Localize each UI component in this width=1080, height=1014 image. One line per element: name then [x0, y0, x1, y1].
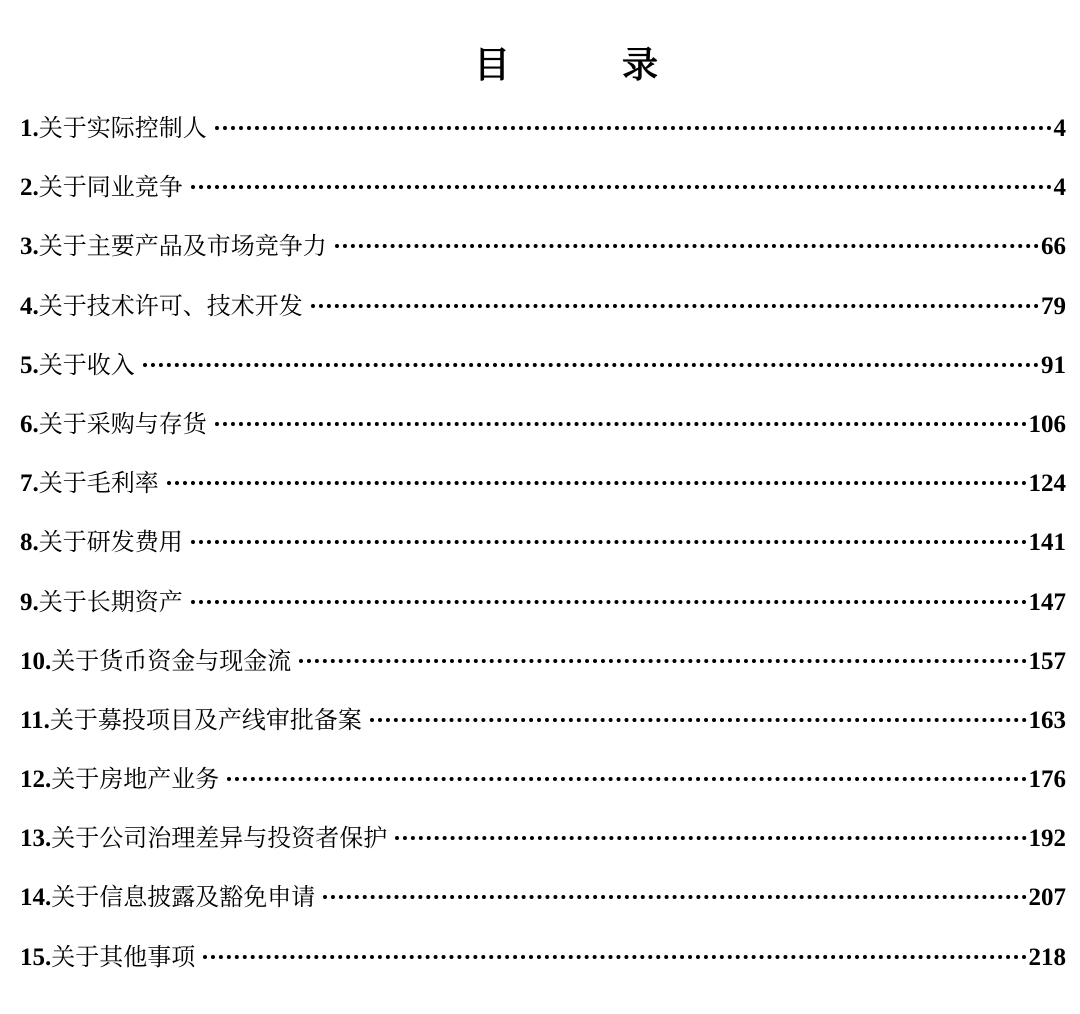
toc-entry-number: 15. [20, 943, 52, 971]
toc-entry-number: 4. [20, 292, 39, 320]
toc-entry-page: 4 [1053, 174, 1066, 202]
toc-entry[interactable] [20, 631, 1066, 690]
toc-entry-text: 关于其他事项 [51, 942, 196, 971]
toc-entry[interactable] [20, 98, 1066, 157]
toc-entry-page: 176 [1028, 766, 1066, 794]
toc-dot-leader [143, 363, 1039, 367]
toc-entry-page: 79 [1041, 292, 1066, 320]
toc-entry[interactable] [20, 808, 1066, 867]
toc-dot-leader [215, 422, 1027, 426]
toc-entry[interactable] [20, 157, 1066, 216]
toc-dot-leader [203, 955, 1026, 959]
toc-entry-text: 关于实际控制人 [38, 114, 207, 142]
toc-dot-leader [191, 600, 1027, 604]
toc-dot-leader [323, 895, 1026, 899]
toc-dot-leader [335, 244, 1039, 248]
toc-entry-text: 关于房地产业务 [51, 765, 220, 794]
toc-entry-page: 157 [1028, 647, 1066, 675]
toc-entry[interactable] [20, 394, 1066, 453]
toc-entry-page: 207 [1028, 884, 1066, 912]
toc-entry-text: 关于募投项目及产线审批备案 [49, 705, 362, 734]
toc-entry-page: 218 [1028, 943, 1066, 971]
toc-entry[interactable] [20, 216, 1066, 275]
toc-entry-page: 147 [1028, 588, 1066, 616]
toc-entry-page: 141 [1028, 529, 1066, 557]
toc-entry-page: 163 [1028, 706, 1066, 734]
toc-dot-leader [370, 718, 1027, 722]
toc-entry-label [20, 335, 135, 395]
toc-dot-leader [395, 836, 1026, 840]
toc-dot-leader [215, 126, 1052, 130]
toc-entry-text: 关于主要产品及市场竞争力 [38, 232, 327, 261]
toc-entry-page: 192 [1028, 825, 1066, 853]
toc-entry-text: 关于毛利率 [38, 469, 159, 498]
toc-entry-number: 10. [20, 647, 52, 675]
toc-entry-label [20, 216, 327, 276]
toc-entry[interactable] [20, 453, 1066, 512]
toc-entry-text: 关于研发费用 [38, 528, 183, 557]
toc-entry-page: 106 [1028, 410, 1066, 438]
toc-entry-text: 关于同业竞争 [38, 173, 183, 202]
toc-entry-text: 关于采购与存货 [38, 409, 207, 438]
toc-entry-number: 12. [20, 766, 52, 794]
toc-entry-number: 3. [20, 233, 39, 261]
toc-entry[interactable] [20, 749, 1066, 808]
toc-entry-number: 11. [20, 706, 50, 734]
toc-dot-leader [299, 659, 1026, 663]
toc-title: 目 录 [473, 45, 696, 86]
toc-entry-label [20, 690, 362, 750]
toc-entry-label [20, 867, 315, 927]
toc-entry-number: 6. [20, 410, 39, 438]
toc-entry-label [20, 453, 159, 513]
toc-entry-number: 7. [20, 470, 39, 498]
toc-entry-number: 14. [20, 884, 52, 912]
toc-entry-number: 2. [20, 174, 39, 202]
toc-entry-label [20, 631, 291, 691]
toc-dot-leader [227, 777, 1026, 781]
toc-dot-leader [191, 540, 1027, 544]
toc-entry-text: 关于收入 [38, 350, 135, 379]
toc-entry-text: 关于货币资金与现金流 [51, 646, 292, 675]
toc-dot-leader [311, 304, 1039, 308]
toc-entry[interactable] [20, 927, 1066, 986]
toc-entry[interactable] [20, 276, 1066, 335]
toc-entry-page: 66 [1041, 233, 1066, 261]
toc-entry-label [20, 157, 183, 217]
toc-entry[interactable] [20, 867, 1066, 926]
toc-entry[interactable] [20, 512, 1066, 571]
toc-dot-leader [167, 481, 1027, 485]
toc-entry[interactable] [20, 690, 1066, 749]
toc-entry-number: 9. [20, 588, 39, 616]
toc-entry[interactable] [20, 572, 1066, 631]
toc-entry-label [20, 749, 219, 809]
toc-entry-page: 124 [1028, 470, 1066, 498]
toc-entry-page: 4 [1053, 115, 1066, 142]
toc-entry-number: 1. [20, 115, 39, 142]
toc-entry-text: 关于信息披露及豁免申请 [51, 883, 316, 912]
toc-entry-number: 5. [20, 351, 39, 379]
toc-entry-label [20, 927, 195, 987]
toc-entry-label [20, 572, 183, 632]
toc-dot-leader [191, 185, 1052, 189]
toc-list [20, 98, 1066, 986]
toc-entry-number: 8. [20, 529, 39, 557]
toc-entry[interactable] [20, 335, 1066, 394]
toc-entry-label [20, 276, 303, 336]
toc-entry-text: 关于长期资产 [38, 587, 183, 616]
toc-entry-label [20, 512, 183, 572]
toc-entry-text: 关于公司治理差异与投资者保护 [51, 824, 388, 853]
toc-entry-label [20, 394, 207, 454]
toc-entry-page: 91 [1041, 351, 1066, 379]
toc-entry-label [20, 98, 207, 158]
toc-entry-label [20, 808, 387, 868]
toc-entry-text: 关于技术许可、技术开发 [38, 291, 303, 320]
toc-entry-number: 13. [20, 825, 52, 853]
